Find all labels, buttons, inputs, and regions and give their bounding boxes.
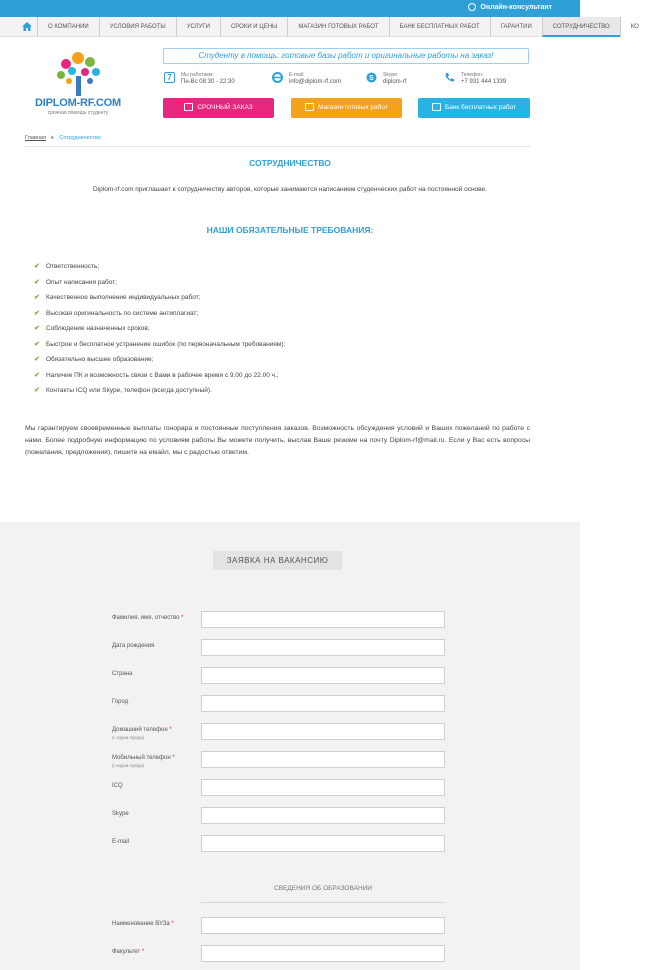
required-mark: * [172, 755, 175, 761]
list-item: ✔ Ответственность; [34, 263, 100, 270]
consultant-label: Онлайн-консультант [480, 3, 552, 11]
nav-item-shop[interactable]: МАГАЗИН ГОТОВЫХ РАБОТ [287, 17, 388, 37]
fullname-label: Фамилия, имя, отчество [112, 615, 180, 621]
checkmark-icon: ✔ [34, 356, 40, 363]
birthdate-label: Дата рождения [112, 643, 155, 649]
shop-button[interactable] [291, 98, 402, 118]
country-input[interactable] [201, 667, 445, 684]
guarantee-text: Мы гарантируем своевременные выплаты гонорара и постоянные поступления заказов. Возможность обсуждения условий и Ваших пожеланий по работе с нами. Более подробную информацию по условиям работы Вы можете получить, выслав Ваше резюме на почту Diplom-rf@mail.ru. Если у Вас есть вопросы (пожелания, предложения), пишите на емайл, мы с радостью ответим. [25, 425, 530, 456]
tree-logo-icon [52, 50, 106, 98]
home-icon[interactable] [22, 22, 32, 31]
mobile-phone-hint: (с кодом города) [112, 763, 145, 768]
site-logo[interactable] [28, 50, 128, 128]
checkmark-icon: ✔ [34, 263, 40, 270]
home-phone-input[interactable] [201, 723, 445, 740]
nav-item-prices[interactable]: СРОКИ И ЦЕНЫ [220, 17, 287, 37]
city-label: Город [112, 699, 129, 705]
nav-item-more[interactable]: КО [620, 17, 649, 37]
checkmark-icon: ✔ [34, 371, 40, 379]
requirements-title: НАШИ ОБЯЗАТЕЛЬНЫЕ ТРЕБОВАНИЯ: [206, 225, 374, 235]
skype-contact [366, 70, 436, 92]
phone-label: Телефон: [461, 72, 484, 78]
calendar-icon: 7 [164, 72, 175, 83]
skype-field-label: Skype [112, 811, 129, 817]
university-input[interactable] [201, 917, 445, 934]
nav-item-cooperation[interactable]: СОТРУДНИЧЕСТВО [542, 17, 620, 37]
skype-input[interactable] [201, 807, 445, 824]
skype-value[interactable]: diplom-rf [383, 79, 407, 85]
phone-value[interactable]: +7 931 444 1339 [461, 79, 507, 85]
list-item: ✔ Обязательно высшее образование; [34, 356, 154, 363]
mobile-phone-label: Мобильный телефон [112, 755, 171, 761]
headset-icon [468, 3, 476, 11]
intro-text: Diplom-rf.com приглашает к сотрудничеству авторов, которые занимаются написанием студенческих работ на постоянной основе. [93, 186, 487, 193]
email-input[interactable] [201, 835, 445, 852]
icq-label: ICQ [112, 783, 123, 789]
list-item: ✔ Высокая оригинальность по системе антиплагиат; [34, 309, 199, 317]
email-label: E-mail: [289, 72, 305, 78]
email-value[interactable]: info@diplom-rf.com [289, 79, 342, 85]
hours-label: Мы работаем: [181, 72, 214, 78]
nav-item-bank[interactable]: БАНК БЕСПЛАТНЫХ РАБОТ [389, 17, 490, 37]
nav-item-about[interactable]: О КОМПАНИИ [37, 17, 99, 37]
urgent-order-label: СРОЧНЫЙ ЗАКАЗ [197, 104, 253, 111]
divider [201, 902, 445, 903]
fullname-input[interactable] [201, 611, 445, 628]
required-mark: * [169, 727, 172, 733]
main-nav [0, 17, 639, 37]
required-mark: * [141, 949, 145, 955]
education-section-title: СВЕДЕНИЯ ОБ ОБРАЗОВАНИИ [274, 885, 372, 892]
faculty-label: Факультет [112, 949, 141, 955]
bank-button[interactable] [418, 98, 530, 118]
city-input[interactable] [201, 695, 445, 712]
list-item: ✔ Наличие ПК и возможность связи с Вами в рабочее время с 9.00 до 22.00 ч.; [34, 371, 279, 379]
checkmark-icon: ✔ [34, 278, 40, 286]
phone-icon [444, 72, 455, 83]
skype-icon [366, 72, 377, 83]
ie-email-icon [272, 72, 283, 83]
country-label: Страна [112, 671, 133, 677]
email-contact [272, 70, 362, 92]
list-item: ✔ Контакты ICQ или Skype, телефон (всегда доступный). [34, 387, 212, 394]
cart-icon [305, 103, 314, 111]
checkmark-icon: ✔ [34, 325, 40, 332]
top-bar [0, 0, 580, 17]
birthdate-input[interactable] [201, 639, 445, 656]
logo-subtitle: срочная помощь студенту [47, 110, 109, 116]
bank-label: Банк бесплатных работ [444, 104, 517, 111]
phone-contact [444, 70, 534, 92]
hand-icon [184, 103, 193, 111]
faculty-input[interactable] [201, 945, 445, 962]
checkmark-icon: ✔ [34, 294, 40, 301]
divider [25, 146, 530, 147]
checkmark-icon: ✔ [34, 387, 40, 394]
skype-label: Skype: [383, 72, 399, 78]
breadcrumb-current: Сотрудничество [59, 135, 101, 141]
required-mark: * [181, 615, 184, 621]
nav-item-guarantees[interactable]: ГАРАНТИИ [490, 17, 542, 37]
required-mark: * [171, 921, 174, 927]
checkmark-icon: ✔ [34, 309, 40, 317]
breadcrumb [25, 135, 101, 141]
home-phone-hint: (с кодом города) [112, 735, 145, 740]
home-phone-label: Домашний телефон [112, 727, 168, 733]
list-item: ✔ Качественное выполнение индивидуальных работ; [34, 294, 201, 301]
bank-icon [432, 103, 441, 111]
slogan-banner: Студенту в помощь: готовые базы работ и оригинальные работы на заказ! [163, 48, 529, 64]
list-item: ✔ Опыт написания работ; [34, 278, 118, 286]
breadcrumb-arrow-icon: ► [49, 135, 56, 141]
list-item: ✔ Быстрое и бесплатное устранение ошибок (по первоначальным требованиям); [34, 340, 286, 348]
breadcrumb-home[interactable]: Главная [25, 135, 46, 141]
email-field-label: E-mail [112, 839, 130, 845]
nav-item-services[interactable]: УСЛУГИ [176, 17, 220, 37]
page-title: СОТРУДНИЧЕСТВО [249, 158, 331, 168]
logo-name: DIPLOM-RF.COM [34, 97, 121, 109]
list-item: ✔ Соблюдение назначенных сроков; [34, 325, 150, 332]
university-label: Наименование ВУЗа [112, 921, 170, 927]
mobile-phone-input[interactable] [201, 751, 445, 768]
nav-item-conditions[interactable]: УСЛОВИЯ РАБОТЫ [99, 17, 176, 37]
urgent-order-button[interactable] [163, 98, 274, 118]
hours-value: Пн-Вс 08:30 - 22:30 [181, 79, 235, 85]
svg-text:S: S [369, 75, 374, 82]
icq-input[interactable] [201, 779, 445, 796]
checkmark-icon: ✔ [34, 340, 40, 348]
vacancy-form-title: ЗАЯВКА НА ВАКАНСИЮ [213, 551, 342, 570]
work-hours [164, 70, 264, 92]
shop-label: Магазин готовых работ [318, 104, 388, 111]
online-consultant-link[interactable] [468, 3, 552, 11]
requirements-list [34, 262, 534, 402]
